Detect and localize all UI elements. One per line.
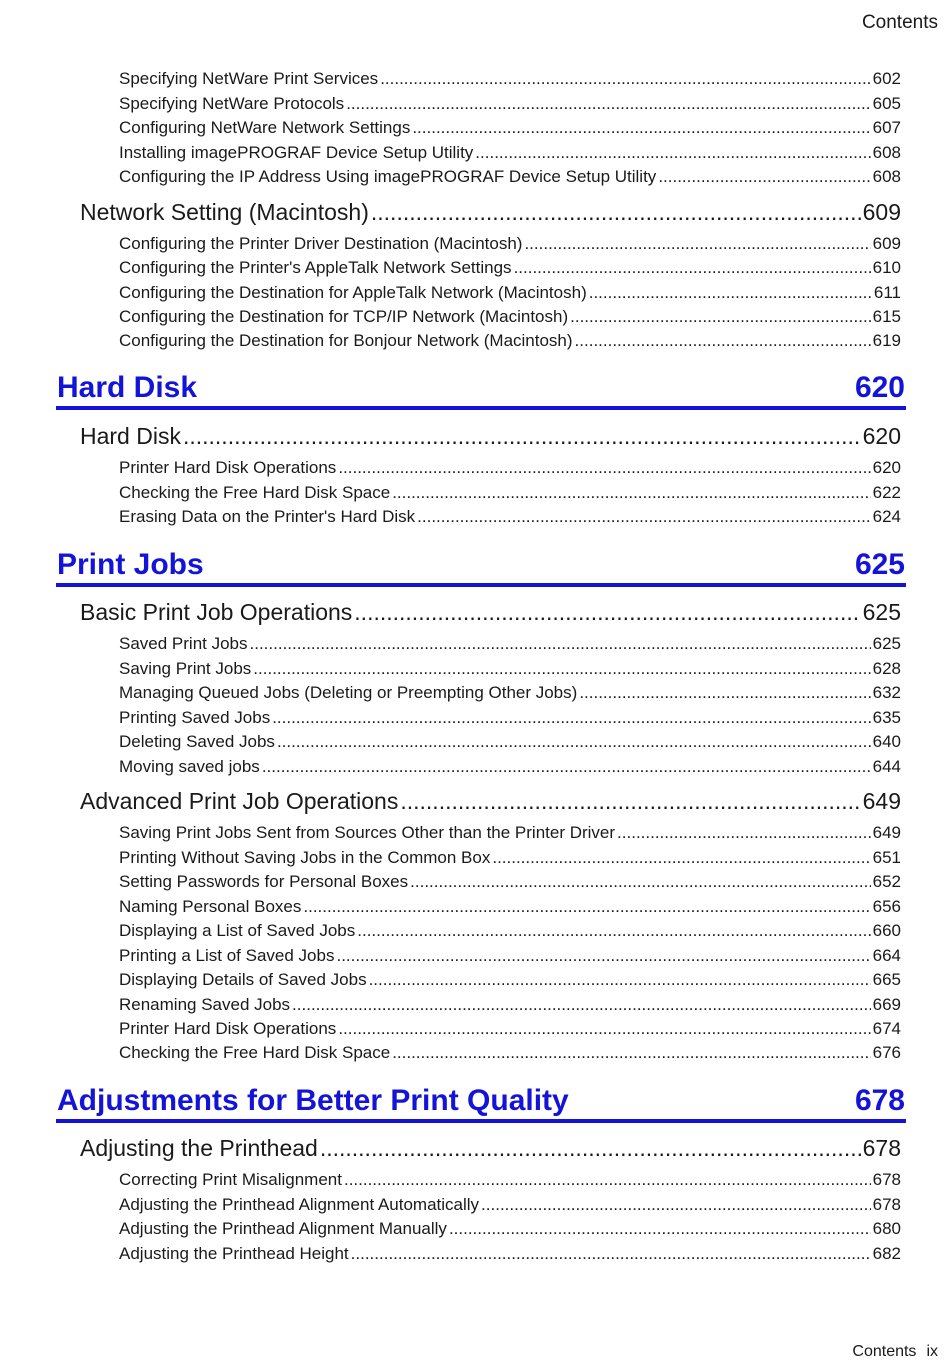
entry-title: Renaming Saved Jobs	[119, 995, 291, 1014]
entry-title: Naming Personal Boxes	[119, 897, 302, 916]
subsection-entry[interactable]	[119, 846, 901, 870]
chapter-heading[interactable]	[56, 366, 906, 410]
dot-leader	[417, 505, 870, 529]
dot-leader	[344, 1168, 871, 1192]
chapter-title: Print Jobs	[57, 548, 204, 581]
dot-leader	[658, 165, 870, 189]
entry-page-number: 682	[872, 1244, 901, 1263]
subsection-entry[interactable]	[119, 481, 901, 505]
entry-title: Displaying Details of Saved Jobs	[119, 970, 367, 989]
entry-title: Adjusting the Printhead Height	[119, 1244, 349, 1263]
subsection-entry[interactable]	[119, 456, 901, 480]
dot-leader	[338, 1017, 870, 1041]
subsection-entry[interactable]	[119, 1168, 901, 1192]
entry-page-number: 620	[862, 423, 901, 449]
entry-page-number: 615	[872, 307, 901, 326]
entry-page-number: 609	[862, 199, 901, 225]
dot-leader	[579, 681, 870, 705]
entry-page-number: 656	[872, 897, 901, 916]
entry-page-number: 610	[872, 258, 901, 277]
entry-page-number: 628	[872, 659, 901, 678]
dot-leader	[183, 421, 861, 451]
subsection-entry[interactable]	[119, 165, 901, 189]
entry-title: Checking the Free Hard Disk Space	[119, 483, 391, 502]
entry-page-number: 680	[872, 1219, 901, 1238]
entry-title: Configuring NetWare Network Settings	[119, 118, 411, 137]
chapter-heading[interactable]	[56, 543, 906, 587]
entry-title: Printing Saved Jobs	[119, 708, 271, 727]
subsection-entry[interactable]	[119, 968, 901, 992]
section-entry[interactable]	[80, 1133, 901, 1163]
entry-title: Saving Print Jobs	[119, 659, 252, 678]
subsection-entry[interactable]	[119, 232, 901, 256]
entry-title: Configuring the Printer's AppleTalk Network Settings	[119, 258, 512, 277]
chapter-page-number: 620	[854, 371, 905, 404]
subsection-entry[interactable]	[119, 730, 901, 754]
entry-page-number: 652	[872, 872, 901, 891]
entry-title: Network Setting (Macintosh)	[80, 199, 369, 225]
subsection-entry[interactable]	[119, 919, 901, 943]
dot-leader	[492, 846, 870, 870]
subsection-entry[interactable]	[119, 505, 901, 529]
dot-leader	[514, 256, 871, 280]
section-entry[interactable]	[80, 421, 901, 451]
entry-page-number: 664	[872, 946, 901, 965]
subsection-entry[interactable]	[119, 1193, 901, 1217]
entry-title: Specifying NetWare Print Services	[119, 69, 379, 88]
dot-leader	[369, 968, 871, 992]
entry-title: Configuring the Destination for TCP/IP Network (Macintosh)	[119, 307, 569, 326]
entry-page-number: 676	[872, 1043, 901, 1062]
entry-title: Displaying a List of Saved Jobs	[119, 921, 356, 940]
subsection-entry[interactable]	[119, 1017, 901, 1041]
entry-page-number: 651	[872, 848, 901, 867]
entry-page-number: 607	[872, 118, 901, 137]
entry-page-number: 635	[872, 708, 901, 727]
dot-leader	[336, 944, 870, 968]
dot-leader	[481, 1193, 871, 1217]
entry-page-number: 620	[872, 458, 901, 477]
entry-page-number: 649	[862, 788, 901, 814]
section-entry[interactable]	[80, 197, 901, 227]
entry-page-number: 649	[872, 823, 901, 842]
entry-page-number: 644	[872, 757, 901, 776]
chapter-title: Adjustments for Better Print Quality	[57, 1084, 569, 1117]
dot-leader	[303, 895, 870, 919]
entry-title: Correcting Print Misalignment	[119, 1170, 342, 1189]
entry-title: Installing imagePROGRAF Device Setup Utility	[119, 143, 474, 162]
entry-title: Moving saved jobs	[119, 757, 260, 776]
running-footer	[852, 1343, 938, 1361]
subsection-entry[interactable]	[119, 681, 901, 705]
chapter-heading[interactable]	[56, 1079, 906, 1123]
entry-title: Basic Print Job Operations	[80, 599, 353, 625]
subsection-entry[interactable]	[119, 632, 901, 656]
entry-page-number: 624	[872, 507, 901, 526]
entry-page-number: 605	[872, 94, 901, 113]
footer-label: Contents	[852, 1343, 917, 1360]
subsection-entry[interactable]	[119, 141, 901, 165]
subsection-entry[interactable]	[119, 116, 901, 140]
entry-page-number: 608	[872, 143, 901, 162]
entry-page-number: 611	[873, 283, 901, 302]
subsection-entry[interactable]	[119, 870, 901, 894]
dot-leader	[292, 993, 871, 1017]
entry-title: Managing Queued Jobs (Deleting or Preempting Other Jobs)	[119, 683, 578, 702]
entry-page-number: 625	[872, 634, 901, 653]
dot-leader	[354, 597, 860, 627]
entry-page-number: 678	[872, 1170, 901, 1189]
entry-title: Erasing Data on the Printer's Hard Disk	[119, 507, 416, 526]
chapter-page-number: 625	[854, 548, 905, 581]
entry-page-number: 640	[872, 732, 901, 751]
running-header: Contents	[861, 12, 938, 33]
entry-title: Deleting Saved Jobs	[119, 732, 275, 751]
entry-title: Adjusting the Printhead Alignment Automatically	[119, 1195, 480, 1214]
entry-page-number: 622	[872, 483, 901, 502]
entry-page-number: 602	[872, 69, 901, 88]
entry-title: Configuring the Printer Driver Destination (Macintosh)	[119, 234, 523, 253]
entry-page-number: 665	[872, 970, 901, 989]
dot-leader	[617, 821, 871, 845]
subsection-entry[interactable]	[119, 67, 901, 91]
entry-page-number: 609	[872, 234, 901, 253]
dot-leader	[371, 197, 861, 227]
entry-title: Setting Passwords for Personal Boxes	[119, 872, 409, 891]
subsection-entry[interactable]	[119, 1242, 901, 1266]
entry-title: Saving Print Jobs Sent from Sources Other than the Printer Driver	[119, 823, 616, 842]
footer-page-number: ix	[926, 1343, 938, 1360]
dot-leader	[392, 1041, 870, 1065]
entry-title: Configuring the Destination for Bonjour Network (Macintosh)	[119, 331, 573, 350]
entry-page-number: 674	[872, 1019, 901, 1038]
entry-title: Configuring the Destination for AppleTalk Network (Macintosh)	[119, 283, 587, 302]
entry-title: Adjusting the Printhead Alignment Manually	[119, 1219, 447, 1238]
dot-leader	[277, 730, 871, 754]
entry-page-number: 608	[872, 167, 901, 186]
entry-title: Advanced Print Job Operations	[80, 788, 399, 814]
subsection-entry[interactable]	[119, 256, 901, 280]
subsection-entry[interactable]	[119, 329, 901, 353]
entry-page-number: 619	[872, 331, 901, 350]
subsection-entry[interactable]	[119, 281, 901, 305]
subsection-entry[interactable]	[119, 944, 901, 968]
dot-leader	[412, 116, 870, 140]
dot-leader	[338, 456, 870, 480]
chapter-title: Hard Disk	[57, 371, 198, 404]
dot-leader	[475, 141, 870, 165]
entry-title: Specifying NetWare Protocols	[119, 94, 345, 113]
dot-leader	[346, 92, 870, 116]
dot-leader	[400, 786, 860, 816]
dot-leader	[272, 706, 870, 730]
subsection-entry[interactable]	[119, 657, 901, 681]
entry-title: Adjusting the Printhead	[80, 1135, 318, 1161]
entry-title: Printing a List of Saved Jobs	[119, 946, 335, 965]
entry-page-number: 669	[872, 995, 901, 1014]
entry-page-number: 678	[862, 1135, 901, 1161]
entry-title: Hard Disk	[80, 423, 181, 449]
entry-title: Checking the Free Hard Disk Space	[119, 1043, 391, 1062]
dot-leader	[524, 232, 870, 256]
entry-page-number: 625	[862, 599, 901, 625]
dot-leader	[320, 1133, 861, 1163]
dot-leader	[351, 1242, 871, 1266]
dot-leader	[357, 919, 870, 943]
dot-leader	[410, 870, 870, 894]
dot-leader	[575, 329, 871, 353]
entry-title: Printer Hard Disk Operations	[119, 1019, 337, 1038]
subsection-entry[interactable]	[119, 1217, 901, 1241]
chapter-page-number: 678	[854, 1084, 905, 1117]
dot-leader	[392, 481, 870, 505]
subsection-entry[interactable]	[119, 895, 901, 919]
dot-leader	[589, 281, 872, 305]
entry-page-number: 660	[872, 921, 901, 940]
subsection-entry[interactable]	[119, 821, 901, 845]
section-entry[interactable]	[80, 597, 901, 627]
dot-leader	[449, 1217, 871, 1241]
entry-title: Saved Print Jobs	[119, 634, 248, 653]
entry-page-number: 678	[872, 1195, 901, 1214]
subsection-entry[interactable]	[119, 993, 901, 1017]
subsection-entry[interactable]	[119, 1041, 901, 1065]
entry-page-number: 632	[872, 683, 901, 702]
entry-title: Configuring the IP Address Using imagePROGRAF Device Setup Utility	[119, 167, 657, 186]
entry-title: Printing Without Saving Jobs in the Common Box	[119, 848, 491, 867]
subsection-entry[interactable]	[119, 92, 901, 116]
subsection-entry[interactable]	[119, 755, 901, 779]
dot-leader	[570, 305, 871, 329]
subsection-entry[interactable]	[119, 305, 901, 329]
dot-leader	[253, 657, 870, 681]
dot-leader	[262, 755, 871, 779]
entry-title: Printer Hard Disk Operations	[119, 458, 337, 477]
section-entry[interactable]	[80, 786, 901, 816]
dot-leader	[250, 632, 871, 656]
subsection-entry[interactable]	[119, 706, 901, 730]
dot-leader	[380, 67, 870, 91]
